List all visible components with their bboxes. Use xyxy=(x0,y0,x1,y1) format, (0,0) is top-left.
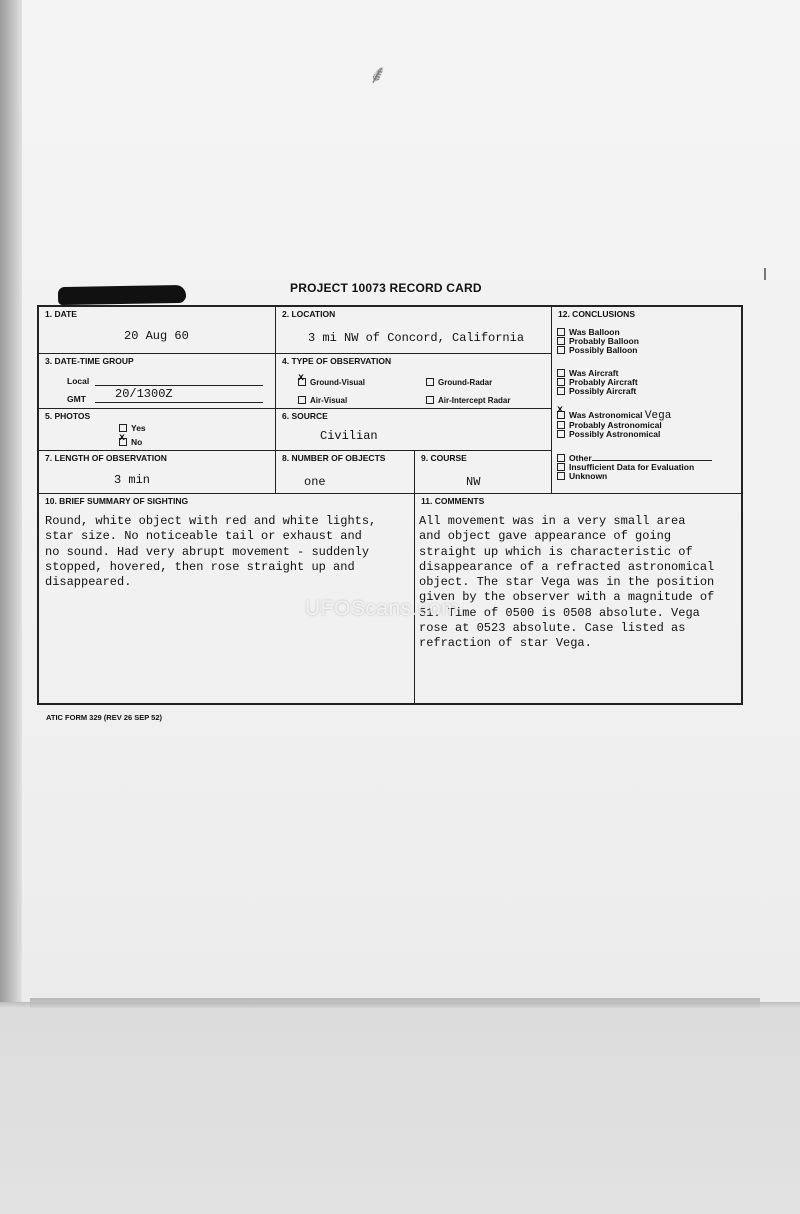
source-cell xyxy=(276,409,552,451)
conclusion-probably-astronomical: Probably Astronomical xyxy=(557,421,671,430)
photos-yes: Yes xyxy=(119,423,146,433)
comments-text xyxy=(419,514,714,652)
checkbox-icon xyxy=(557,463,565,471)
ink-smudge: ⸙ xyxy=(368,60,388,90)
conclusions-cell xyxy=(552,307,741,494)
conclusion-was-balloon: Was Balloon xyxy=(557,328,639,337)
checkbox-icon xyxy=(557,378,565,386)
dtg-label: 3. DATE-TIME GROUP xyxy=(45,356,134,366)
record-card xyxy=(37,305,743,705)
conclusion-unknown: Unknown xyxy=(557,472,712,481)
astro-note: Vega xyxy=(644,410,672,422)
summary-text xyxy=(45,514,376,590)
location-cell xyxy=(276,307,552,354)
summary-line: stopped, hovered, then rose straight up and xyxy=(45,559,355,574)
location-label: 2. LOCATION xyxy=(282,309,336,319)
source-label: 6. SOURCE xyxy=(282,411,328,421)
length-label: 7. LENGTH OF OBSERVATION xyxy=(45,453,167,463)
photos-label: 5. PHOTOS xyxy=(45,411,91,421)
summary-line: disappeared. xyxy=(45,575,132,590)
date-value: 20 Aug 60 xyxy=(124,329,189,343)
course-cell xyxy=(415,451,552,494)
aircraft-group xyxy=(557,369,638,396)
summary-line: star size. No noticeable tail or exhaust and xyxy=(45,529,362,544)
type-obs-label: 4. TYPE OF OBSERVATION xyxy=(282,356,392,366)
checkbox-icon xyxy=(557,454,565,462)
checkbox-icon xyxy=(119,424,127,432)
conclusion-insufficient-data: Insufficient Data for Evaluation xyxy=(557,463,712,472)
comments-line: disappearance of a refracted astronomical xyxy=(419,559,715,574)
checkbox-icon xyxy=(557,328,565,336)
watermark: UFOScans.com xyxy=(305,597,460,620)
checkbox-icon xyxy=(557,387,565,395)
comments-line: refraction of star Vega. xyxy=(419,636,592,651)
length-cell xyxy=(39,451,276,494)
conclusion-possibly-aircraft: Possibly Aircraft xyxy=(557,387,638,396)
checkbox-icon xyxy=(557,369,565,377)
conclusion-was-aircraft: Was Aircraft xyxy=(557,369,638,378)
page-edge xyxy=(30,998,760,1008)
date-cell xyxy=(39,307,276,354)
lower-sheet xyxy=(0,1002,800,1214)
comments-line: object. The star Vega was in the position xyxy=(419,575,715,590)
astro-group xyxy=(557,411,671,439)
scan-mark xyxy=(764,268,766,280)
gmt-label: GMT xyxy=(67,394,86,404)
summary-line: Round, white object with red and white lights, xyxy=(45,514,377,528)
summary-line: no sound. Had very abrupt movement - suddenly xyxy=(45,544,370,559)
option-air-intercept-radar: Air-Intercept Radar xyxy=(426,396,510,405)
checked-box-icon xyxy=(298,378,306,386)
course-label: 9. COURSE xyxy=(421,453,467,463)
comments-line: given by the observer with a magnitude of xyxy=(419,590,715,605)
checked-box-icon xyxy=(119,438,127,446)
conclusion-possibly-balloon: Possibly Balloon xyxy=(557,346,639,355)
balloon-group xyxy=(557,328,639,355)
comments-line: 51. Time of 0500 is 0508 absolute. Vega xyxy=(419,605,700,620)
conclusion-possibly-astronomical: Possibly Astronomical xyxy=(557,430,671,439)
conclusion-other: Other xyxy=(557,454,712,463)
length-value: 3 min xyxy=(114,473,151,487)
option-air-visual: Air-Visual xyxy=(298,396,347,405)
checkbox-icon xyxy=(557,346,565,354)
source-value: Civilian xyxy=(320,429,378,443)
comments-label: 11. COMMENTS xyxy=(421,496,485,506)
conclusion-was-astronomical: xWas Astronomical Vega xyxy=(557,411,671,421)
dtg-cell xyxy=(39,354,276,409)
checkbox-icon xyxy=(298,396,306,404)
card-title: PROJECT 10073 RECORD CARD xyxy=(290,281,482,295)
course-value: NW xyxy=(466,475,481,489)
photos-cell xyxy=(39,409,276,451)
gmt-value: 20/1300Z xyxy=(115,387,173,401)
redaction-mark xyxy=(58,285,186,305)
gmt-line xyxy=(95,402,263,403)
conclusion-probably-aircraft: Probably Aircraft xyxy=(557,378,638,387)
form-number: ATIC FORM 329 (REV 26 SEP 52) xyxy=(46,713,163,722)
type-obs-cell xyxy=(276,354,552,409)
photos-no: xNo xyxy=(119,437,142,447)
checkbox-icon xyxy=(557,421,565,429)
conclusion-probably-balloon: Probably Balloon xyxy=(557,337,639,346)
checked-box-icon xyxy=(557,411,565,419)
comments-line: All movement was in a very small area xyxy=(419,514,686,528)
summary-label: 10. BRIEF SUMMARY OF SIGHTING xyxy=(45,496,189,506)
checkbox-icon xyxy=(426,396,434,404)
local-line xyxy=(95,385,263,386)
option-ground-visual: xGround-Visual xyxy=(298,378,365,387)
checkbox-icon xyxy=(557,472,565,480)
option-ground-radar: Ground-Radar xyxy=(426,378,492,387)
date-label: 1. DATE xyxy=(45,309,77,319)
comments-line: and object gave appearance of going xyxy=(419,529,672,544)
comments-cell xyxy=(415,494,741,703)
local-label: Local xyxy=(67,376,90,386)
num-objects-label: 8. NUMBER OF OBJECTS xyxy=(282,453,386,463)
num-objects-value: one xyxy=(304,475,326,489)
conclusions-label: 12. CONCLUSIONS xyxy=(558,309,635,319)
location-value: 3 mi NW of Concord, California xyxy=(308,331,525,345)
num-objects-cell xyxy=(276,451,415,494)
checkbox-icon xyxy=(557,337,565,345)
checkbox-icon xyxy=(426,378,434,386)
comments-line: straight up which is characteristic of xyxy=(419,544,693,559)
checkbox-icon xyxy=(557,430,565,438)
comments-line: rose at 0523 absolute. Case listed as xyxy=(419,621,686,636)
other-group xyxy=(557,454,712,481)
